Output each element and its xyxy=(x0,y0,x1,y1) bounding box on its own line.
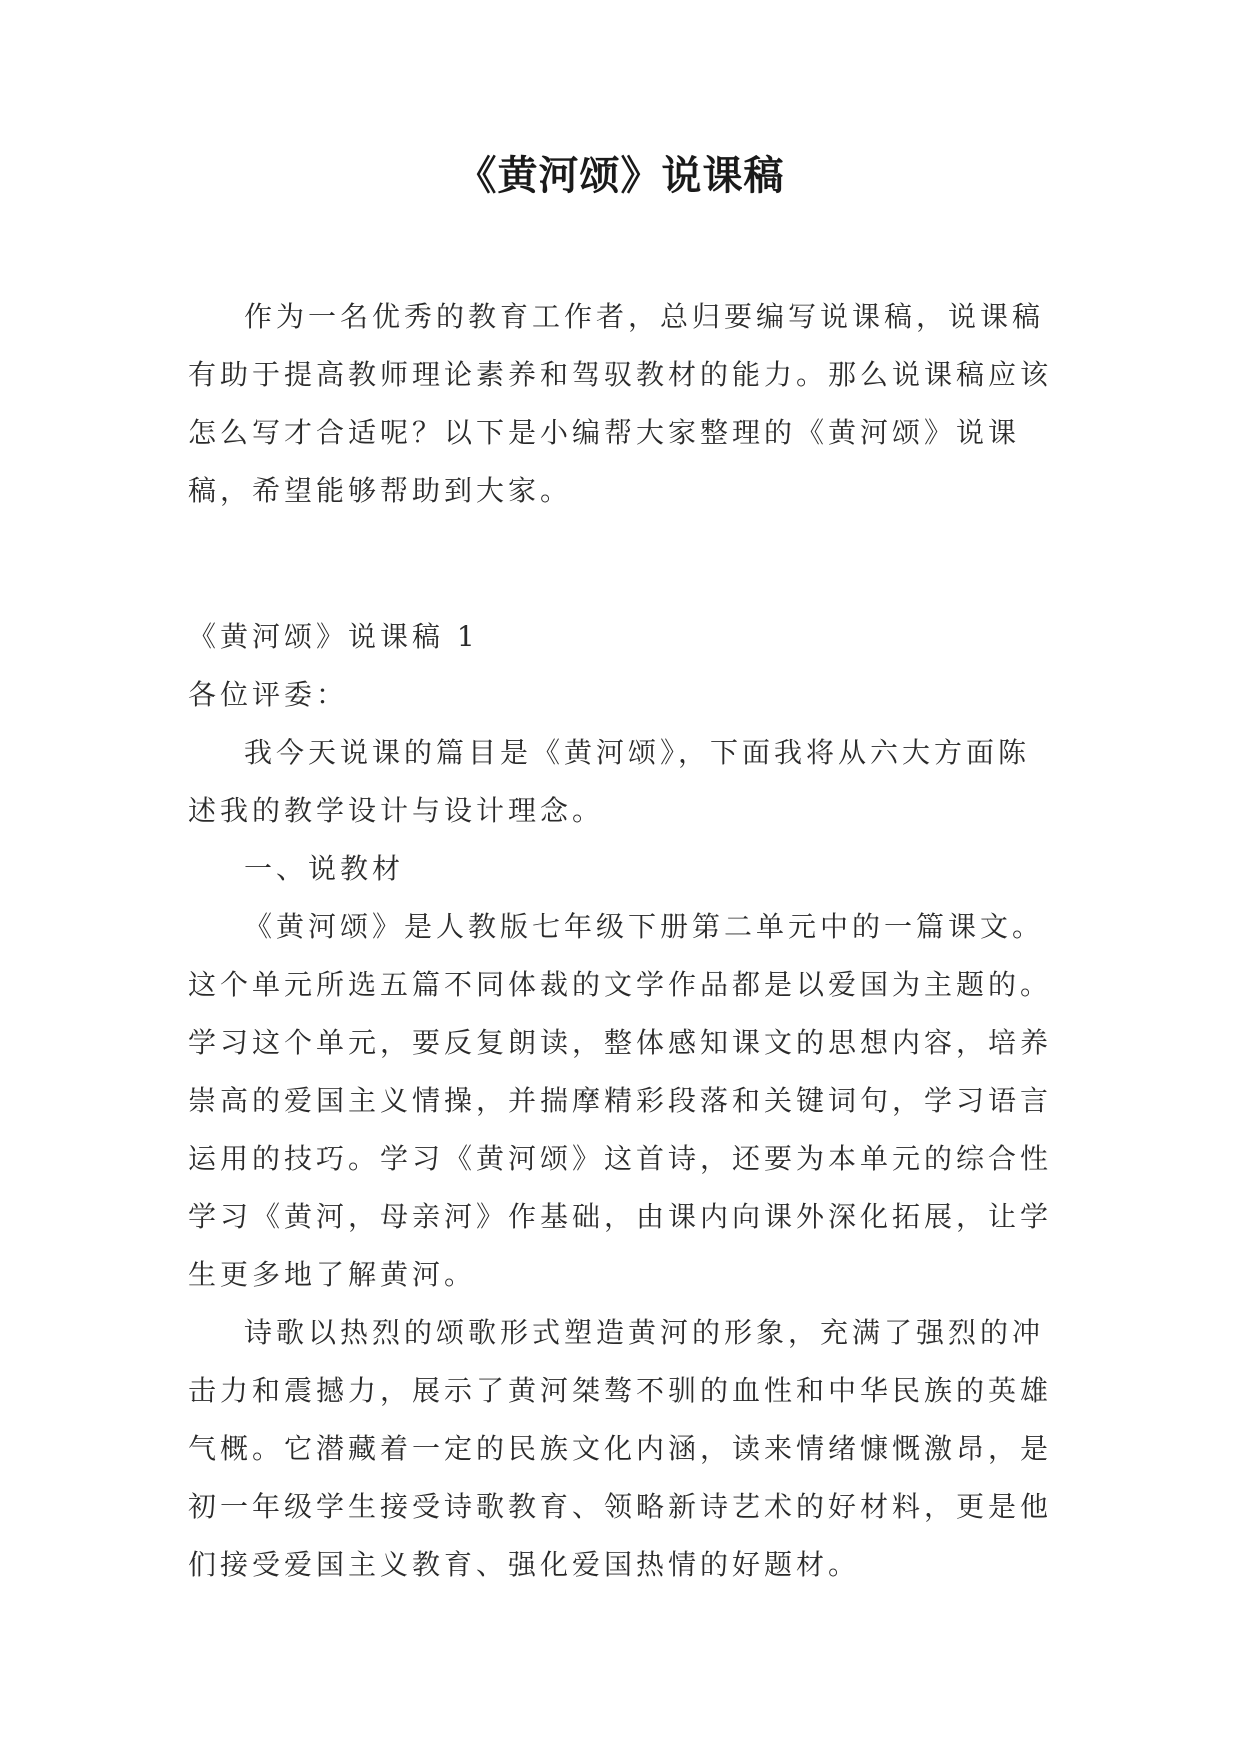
material-paragraph-1: 《黄河颂》是人教版七年级下册第二单元中的一篇课文。这个单元所选五篇不同体裁的文学作品都是以爱国为主题的。学习这个单元，要反复朗读，整体感知课文的思想内容，培养崇高的爱国主义情操，并揣摩精彩段落和关键词句，学习语言运用的技巧。学习《黄河颂》这首诗，还要为本单元的综合性学习《黄河，母亲河》作基础，由课内向课外深化拓展，让学生更多地了解黄河。 xyxy=(188,910,1053,1291)
material-paragraph-2: 诗歌以热烈的颂歌形式塑造黄河的形象，充满了强烈的冲击力和震撼力，展示了黄河桀骜不驯的血性和中华民族的英雄气概。它潜藏着一定的民族文化内涵，读来情绪慷慨激昂，是初一年级学生接受诗歌教育、领略新诗艺术的好材料，更是他们接受爱国主义教育、强化爱国热情的好题材。 xyxy=(188,1316,1053,1581)
page-title: 《黄河颂》说课稿 xyxy=(456,153,785,199)
section-spacer xyxy=(188,520,1054,608)
document-body xyxy=(188,288,1054,1594)
salutation: 各位评委： xyxy=(188,678,349,711)
section-title: 《黄河颂》说课稿 1 xyxy=(188,620,479,653)
section-heading-material: 一、说教材 xyxy=(244,852,405,885)
intro-paragraph: 作为一名优秀的教育工作者，总归要编写说课稿，说课稿有助于提高教师理论素养和驾驭教材的能力。那么说课稿应该怎么写才合适呢？以下是小编帮大家整理的《黄河颂》说课稿，希望能够帮助到大家。 xyxy=(188,300,1053,507)
opening-paragraph: 我今天说课的篇目是《黄河颂》，下面我将从六大方面陈述我的教学设计与设计理念。 xyxy=(188,736,1031,827)
